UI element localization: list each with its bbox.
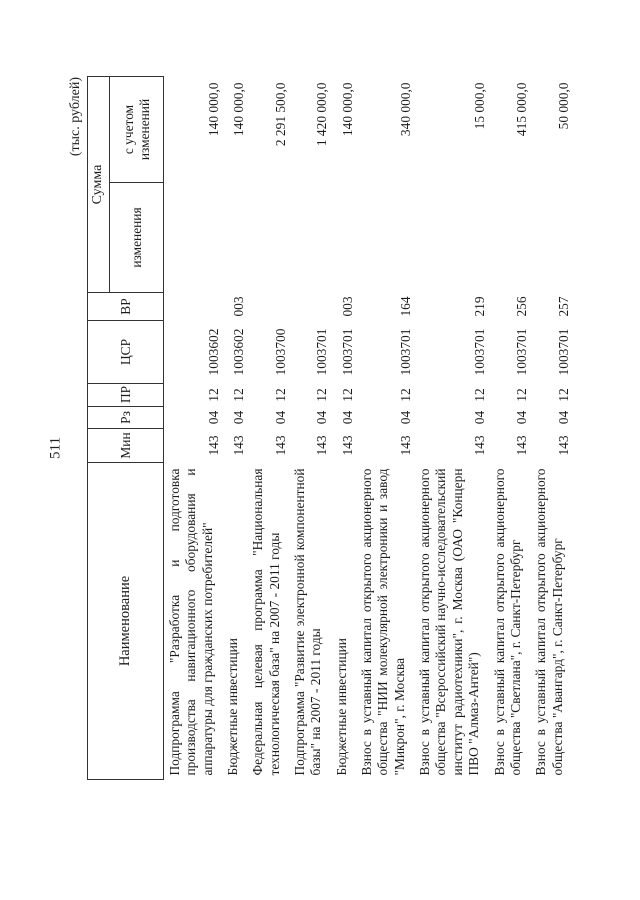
- cell-name: Взнос в уставный капитал открытого акционерного общества "Авангард", г. Санкт-Петербург: [533, 468, 565, 776]
- cell-csr: 1003700: [272, 328, 288, 376]
- cell-with-changes: 340 000,0: [397, 82, 413, 137]
- cell-vr: 256: [513, 296, 529, 317]
- table-row: [356, 77, 414, 780]
- header-with-changes: с учетом изменений: [110, 77, 164, 183]
- header-csr: ЦСР: [88, 321, 164, 384]
- header-sum: Сумма: [88, 77, 110, 293]
- header-changes: изменения: [110, 183, 164, 293]
- cell-csr: 1003701: [513, 328, 529, 376]
- cell-pr: 12: [314, 388, 330, 402]
- table-header: [88, 77, 164, 780]
- header-rz: Рз: [88, 407, 164, 429]
- cell-with-changes: 15 000,0: [472, 82, 488, 130]
- cell-pr: 12: [231, 388, 247, 402]
- cell-rz: 04: [272, 410, 288, 425]
- cell-vr: [164, 293, 223, 321]
- cell-min: 143: [397, 435, 413, 456]
- cell-changes: [530, 183, 572, 293]
- cell-rz: 04: [513, 410, 529, 425]
- cell-vr: 257: [555, 296, 571, 317]
- table-body: [164, 77, 572, 780]
- cell-changes: [289, 183, 331, 293]
- cell-pr: 12: [472, 388, 488, 402]
- cell-min: 143: [272, 435, 288, 456]
- cell-min: 143: [555, 435, 571, 456]
- table-row: [222, 77, 247, 780]
- cell-with-changes: 140 000,0: [205, 82, 221, 137]
- cell-rz: 04: [397, 410, 413, 425]
- cell-vr: 003: [339, 296, 355, 317]
- cell-csr: 1003602: [205, 328, 221, 376]
- cell-changes: [164, 183, 223, 293]
- budget-table: [87, 76, 572, 780]
- cell-vr: [247, 293, 289, 321]
- cell-name: Взнос в уставный капитал открытого акционерного общества "НИИ молекулярной электроники и завод "Микрон", г. Москва: [359, 468, 407, 776]
- cell-csr: 1003701: [314, 328, 330, 376]
- cell-with-changes: 140 000,0: [231, 82, 247, 137]
- cell-changes: [489, 183, 531, 293]
- cell-rz: 04: [472, 410, 488, 425]
- cell-changes: [222, 183, 247, 293]
- cell-with-changes: 140 000,0: [339, 82, 355, 137]
- table-row: [530, 77, 572, 780]
- cell-csr: 1003701: [555, 328, 571, 376]
- cell-changes: [356, 183, 414, 293]
- header-name: Наименование: [88, 463, 164, 780]
- cell-min: 143: [314, 435, 330, 456]
- cell-with-changes: 415 000,0: [513, 82, 529, 137]
- cell-csr: 1003701: [472, 328, 488, 376]
- cell-name: Бюджетные инвестиции: [333, 638, 349, 776]
- cell-changes: [414, 183, 488, 293]
- table-row: [289, 77, 331, 780]
- units-label: (тыс. рублей): [68, 77, 83, 157]
- cell-rz: 04: [339, 410, 355, 425]
- table-row: [414, 77, 488, 780]
- cell-with-changes: 2 291 500,0: [272, 82, 288, 147]
- table-row: [164, 77, 223, 780]
- cell-pr: 12: [339, 388, 355, 402]
- header-vr: ВР: [88, 293, 164, 321]
- cell-with-changes: 1 420 000,0: [314, 82, 330, 147]
- cell-csr: 1003701: [397, 328, 413, 376]
- cell-rz: 04: [555, 410, 571, 425]
- table-row: [331, 77, 356, 780]
- cell-vr: 164: [397, 296, 413, 317]
- cell-min: 143: [231, 435, 247, 456]
- cell-pr: 12: [272, 388, 288, 402]
- cell-name: Взнос в уставный капитал открытого акционерного общества "Светлана", г. Санкт-Петербург: [491, 468, 523, 776]
- cell-min: 143: [472, 435, 488, 456]
- cell-min: 143: [513, 435, 529, 456]
- cell-min: 143: [339, 435, 355, 456]
- cell-csr: 1003701: [339, 328, 355, 376]
- header-pr: ПР: [88, 384, 164, 407]
- cell-pr: 12: [555, 388, 571, 402]
- cell-changes: [331, 183, 356, 293]
- table-row: [247, 77, 289, 780]
- cell-name: Подпрограмма "Разработка и подготовка производства навигационного оборудования и аппаратуры для гражданских потребителей": [167, 468, 215, 776]
- page-number: 511: [47, 437, 64, 459]
- cell-with-changes: 50 000,0: [555, 82, 571, 130]
- cell-pr: 12: [397, 388, 413, 402]
- cell-rz: 04: [231, 410, 247, 425]
- cell-rz: 04: [205, 410, 221, 425]
- header-min: Мин: [88, 429, 164, 463]
- cell-vr: [289, 293, 331, 321]
- cell-min: 143: [205, 435, 221, 456]
- cell-pr: 12: [205, 388, 221, 402]
- cell-csr: 1003602: [231, 328, 247, 376]
- cell-vr: 219: [472, 296, 488, 317]
- cell-vr: 003: [231, 296, 247, 317]
- cell-rz: 04: [314, 410, 330, 425]
- cell-name: Федеральная целевая программа "Национальная технологическая база" на 2007 - 2011 годы: [250, 468, 282, 776]
- table-row: [489, 77, 531, 780]
- cell-name: Взнос в уставный капитал открытого акционерного общества "Всероссийский научно-исследовательский институт радиотехники", г. Москва (ОАО "Концерн ПВО "Алмаз-Антей"): [417, 468, 482, 776]
- cell-changes: [247, 183, 289, 293]
- cell-name: Бюджетные инвестиции: [225, 638, 241, 776]
- cell-name: Подпрограмма "Развитие электронной компонентной базы" на 2007 - 2011 годы: [292, 468, 324, 776]
- cell-pr: 12: [513, 388, 529, 402]
